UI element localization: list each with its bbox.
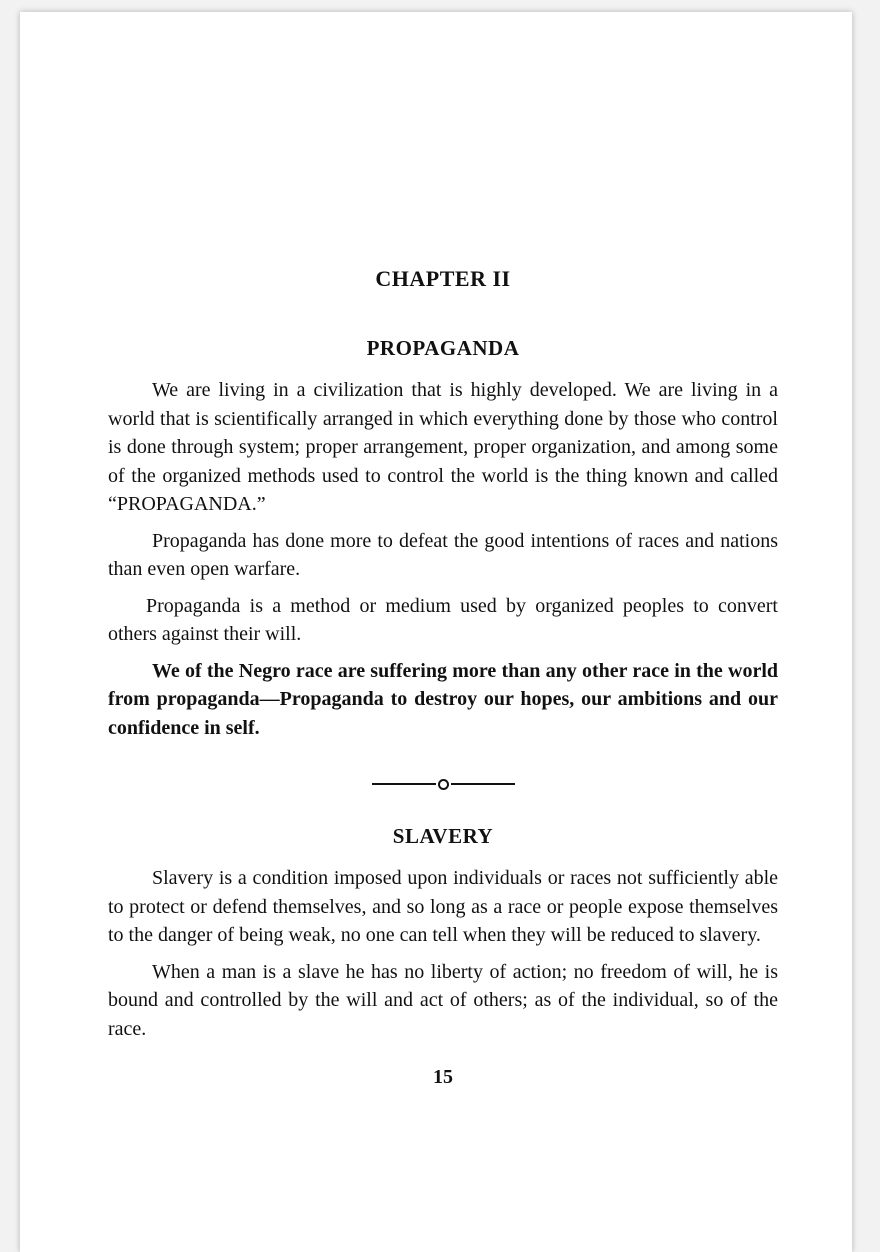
section-divider (108, 778, 778, 790)
divider-line (451, 783, 515, 785)
section-title-propaganda: PROPAGANDA (366, 336, 520, 360)
page-number: 15 (433, 1066, 453, 1088)
section-title-slavery: SLAVERY (392, 824, 494, 848)
page-content (108, 264, 778, 1091)
paragraph: When a man is a slave he has no liberty of action; no freedom of will, he is bound and controlled by the will and act of others; as of the individual, so of the race. (108, 960, 778, 1040)
paragraph: We of the Negro race are suffering more than any other race in the world from propaganda—Propaganda to destroy our hopes, our ambitions and our confidence in self. (108, 659, 778, 739)
paragraph: Slavery is a condition imposed upon individuals or races not sufficiently able to protect or defend themselves, and so long as a race or people expose themselves to the danger of being weak, no one can tell when they will be reduced to slavery. (108, 867, 778, 946)
divider-ornament-icon (438, 779, 449, 790)
book-page (20, 12, 852, 1252)
paragraph: We are living in a civilization that is highly developed. We are living in a world that is scientifically arranged in which everything done by those who control is done through system; proper arrangement, proper organization, and among some of the organized methods used to control the world is the thing known and called “PROPAGANDA.” (108, 379, 778, 515)
paragraph: Propaganda is a method or medium used by organized peoples to convert others against their will. (108, 594, 778, 645)
paragraph: Propaganda has done more to defeat the good intentions of races and nations than even open warfare. (108, 529, 778, 580)
chapter-title: CHAPTER II (375, 266, 511, 291)
divider-line (372, 783, 436, 785)
